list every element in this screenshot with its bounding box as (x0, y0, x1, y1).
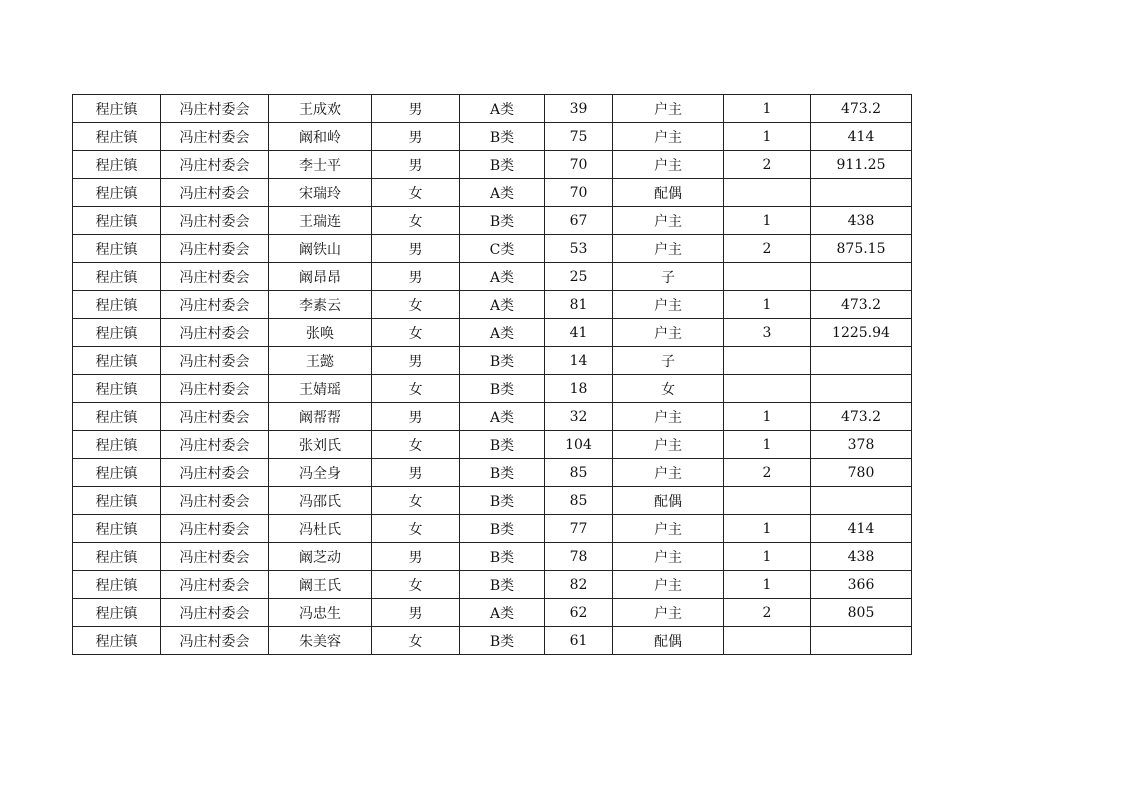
age-cell: 39 (545, 95, 613, 123)
amount-cell: 875.15 (811, 235, 912, 263)
table-row (73, 235, 912, 263)
gender-cell: 女 (372, 515, 460, 543)
relation-cell: 户主 (613, 515, 724, 543)
household-size-cell: 1 (724, 431, 811, 459)
village-committee-cell: 冯庄村委会 (161, 403, 269, 431)
gender-cell: 女 (372, 291, 460, 319)
household-size-cell: 1 (724, 571, 811, 599)
gender-cell: 男 (372, 151, 460, 179)
name-cell: 王婧瑶 (269, 375, 372, 403)
amount-cell: 438 (811, 543, 912, 571)
town-cell: 程庄镇 (73, 599, 161, 627)
age-cell: 18 (545, 375, 613, 403)
category-cell: B类 (460, 543, 545, 571)
town-cell: 程庄镇 (73, 431, 161, 459)
name-cell: 王懿 (269, 347, 372, 375)
amount-cell (811, 347, 912, 375)
gender-cell: 男 (372, 347, 460, 375)
amount-cell: 414 (811, 515, 912, 543)
relation-cell: 户主 (613, 459, 724, 487)
household-size-cell: 2 (724, 235, 811, 263)
household-size-cell: 1 (724, 123, 811, 151)
amount-cell: 473.2 (811, 291, 912, 319)
age-cell: 25 (545, 263, 613, 291)
category-cell: A类 (460, 403, 545, 431)
table-row (73, 123, 912, 151)
category-cell: C类 (460, 235, 545, 263)
gender-cell: 女 (372, 207, 460, 235)
category-cell: B类 (460, 375, 545, 403)
category-cell: A类 (460, 263, 545, 291)
name-cell: 王成欢 (269, 95, 372, 123)
town-cell: 程庄镇 (73, 627, 161, 655)
table-row (73, 95, 912, 123)
relation-cell: 户主 (613, 123, 724, 151)
town-cell: 程庄镇 (73, 95, 161, 123)
village-committee-cell: 冯庄村委会 (161, 627, 269, 655)
age-cell: 61 (545, 627, 613, 655)
name-cell: 冯杜氏 (269, 515, 372, 543)
table-row (73, 375, 912, 403)
table-row (73, 599, 912, 627)
name-cell: 阚帮帮 (269, 403, 372, 431)
relation-cell: 女 (613, 375, 724, 403)
name-cell: 阚昂昂 (269, 263, 372, 291)
name-cell: 阚芝动 (269, 543, 372, 571)
table-row (73, 151, 912, 179)
category-cell: B类 (460, 459, 545, 487)
table-row (73, 403, 912, 431)
category-cell: B类 (460, 347, 545, 375)
table-row (73, 291, 912, 319)
gender-cell: 男 (372, 403, 460, 431)
category-cell: A类 (460, 95, 545, 123)
gender-cell: 女 (372, 627, 460, 655)
village-committee-cell: 冯庄村委会 (161, 431, 269, 459)
table-row (73, 347, 912, 375)
amount-cell: 780 (811, 459, 912, 487)
name-cell: 阚和岭 (269, 123, 372, 151)
category-cell: A类 (460, 319, 545, 347)
relation-cell: 子 (613, 263, 724, 291)
town-cell: 程庄镇 (73, 403, 161, 431)
gender-cell: 女 (372, 487, 460, 515)
name-cell: 冯忠生 (269, 599, 372, 627)
table-row (73, 487, 912, 515)
town-cell: 程庄镇 (73, 123, 161, 151)
age-cell: 53 (545, 235, 613, 263)
category-cell: B类 (460, 515, 545, 543)
gender-cell: 男 (372, 95, 460, 123)
relation-cell: 户主 (613, 291, 724, 319)
name-cell: 宋瑞玲 (269, 179, 372, 207)
category-cell: B类 (460, 431, 545, 459)
gender-cell: 男 (372, 123, 460, 151)
table-row (73, 431, 912, 459)
relation-cell: 配偶 (613, 179, 724, 207)
household-size-cell (724, 179, 811, 207)
village-committee-cell: 冯庄村委会 (161, 347, 269, 375)
amount-cell: 911.25 (811, 151, 912, 179)
amount-cell: 414 (811, 123, 912, 151)
name-cell: 冯全身 (269, 459, 372, 487)
name-cell: 朱美容 (269, 627, 372, 655)
village-committee-cell: 冯庄村委会 (161, 151, 269, 179)
category-cell: A类 (460, 599, 545, 627)
household-size-cell: 3 (724, 319, 811, 347)
age-cell: 62 (545, 599, 613, 627)
household-size-cell: 1 (724, 291, 811, 319)
town-cell: 程庄镇 (73, 291, 161, 319)
age-cell: 75 (545, 123, 613, 151)
village-committee-cell: 冯庄村委会 (161, 599, 269, 627)
age-cell: 81 (545, 291, 613, 319)
village-committee-cell: 冯庄村委会 (161, 179, 269, 207)
household-size-cell: 1 (724, 403, 811, 431)
household-size-cell (724, 627, 811, 655)
village-committee-cell: 冯庄村委会 (161, 515, 269, 543)
village-committee-cell: 冯庄村委会 (161, 291, 269, 319)
amount-cell: 805 (811, 599, 912, 627)
village-committee-cell: 冯庄村委会 (161, 459, 269, 487)
village-committee-cell: 冯庄村委会 (161, 95, 269, 123)
amount-cell: 1225.94 (811, 319, 912, 347)
category-cell: A类 (460, 291, 545, 319)
amount-cell (811, 179, 912, 207)
household-size-cell: 1 (724, 207, 811, 235)
age-cell: 32 (545, 403, 613, 431)
name-cell: 王瑞连 (269, 207, 372, 235)
table-row (73, 459, 912, 487)
amount-cell (811, 375, 912, 403)
relation-cell: 户主 (613, 571, 724, 599)
name-cell: 冯邵氏 (269, 487, 372, 515)
category-cell: B类 (460, 627, 545, 655)
relation-cell: 户主 (613, 403, 724, 431)
age-cell: 104 (545, 431, 613, 459)
household-size-cell: 2 (724, 151, 811, 179)
category-cell: A类 (460, 179, 545, 207)
table-row (73, 319, 912, 347)
village-committee-cell: 冯庄村委会 (161, 263, 269, 291)
age-cell: 14 (545, 347, 613, 375)
town-cell: 程庄镇 (73, 375, 161, 403)
relation-cell: 户主 (613, 235, 724, 263)
age-cell: 70 (545, 179, 613, 207)
relation-cell: 户主 (613, 543, 724, 571)
relation-cell: 子 (613, 347, 724, 375)
town-cell: 程庄镇 (73, 543, 161, 571)
town-cell: 程庄镇 (73, 207, 161, 235)
gender-cell: 女 (372, 179, 460, 207)
amount-cell: 438 (811, 207, 912, 235)
table-row (73, 207, 912, 235)
town-cell: 程庄镇 (73, 347, 161, 375)
household-size-cell: 2 (724, 459, 811, 487)
household-size-cell (724, 375, 811, 403)
relation-cell: 户主 (613, 431, 724, 459)
table-row (73, 263, 912, 291)
amount-cell (811, 627, 912, 655)
age-cell: 82 (545, 571, 613, 599)
relation-cell: 户主 (613, 599, 724, 627)
table-row (73, 627, 912, 655)
village-committee-cell: 冯庄村委会 (161, 487, 269, 515)
name-cell: 李士平 (269, 151, 372, 179)
town-cell: 程庄镇 (73, 179, 161, 207)
village-committee-cell: 冯庄村委会 (161, 571, 269, 599)
name-cell: 阚王氏 (269, 571, 372, 599)
household-size-cell (724, 347, 811, 375)
name-cell: 李素云 (269, 291, 372, 319)
amount-cell (811, 487, 912, 515)
gender-cell: 男 (372, 599, 460, 627)
age-cell: 85 (545, 459, 613, 487)
gender-cell: 女 (372, 375, 460, 403)
amount-cell: 378 (811, 431, 912, 459)
amount-cell: 473.2 (811, 95, 912, 123)
village-committee-cell: 冯庄村委会 (161, 207, 269, 235)
household-size-cell: 2 (724, 599, 811, 627)
relation-cell: 户主 (613, 95, 724, 123)
household-size-cell (724, 487, 811, 515)
name-cell: 张刘氏 (269, 431, 372, 459)
category-cell: B类 (460, 207, 545, 235)
amount-cell: 473.2 (811, 403, 912, 431)
data-table (72, 94, 912, 655)
name-cell: 张唤 (269, 319, 372, 347)
town-cell: 程庄镇 (73, 459, 161, 487)
relation-cell: 配偶 (613, 627, 724, 655)
gender-cell: 男 (372, 263, 460, 291)
town-cell: 程庄镇 (73, 487, 161, 515)
town-cell: 程庄镇 (73, 235, 161, 263)
table-body (73, 95, 912, 655)
table-row (73, 179, 912, 207)
household-size-cell (724, 263, 811, 291)
table-row (73, 515, 912, 543)
amount-cell (811, 263, 912, 291)
gender-cell: 女 (372, 571, 460, 599)
relation-cell: 户主 (613, 319, 724, 347)
village-committee-cell: 冯庄村委会 (161, 319, 269, 347)
household-size-cell: 1 (724, 543, 811, 571)
category-cell: B类 (460, 123, 545, 151)
age-cell: 67 (545, 207, 613, 235)
relation-cell: 配偶 (613, 487, 724, 515)
gender-cell: 男 (372, 459, 460, 487)
gender-cell: 女 (372, 319, 460, 347)
category-cell: B类 (460, 571, 545, 599)
gender-cell: 男 (372, 235, 460, 263)
village-committee-cell: 冯庄村委会 (161, 543, 269, 571)
table-row (73, 571, 912, 599)
category-cell: B类 (460, 151, 545, 179)
village-committee-cell: 冯庄村委会 (161, 235, 269, 263)
household-size-cell: 1 (724, 95, 811, 123)
age-cell: 78 (545, 543, 613, 571)
town-cell: 程庄镇 (73, 319, 161, 347)
age-cell: 85 (545, 487, 613, 515)
town-cell: 程庄镇 (73, 571, 161, 599)
town-cell: 程庄镇 (73, 151, 161, 179)
amount-cell: 366 (811, 571, 912, 599)
gender-cell: 女 (372, 431, 460, 459)
table-row (73, 543, 912, 571)
household-size-cell: 1 (724, 515, 811, 543)
town-cell: 程庄镇 (73, 263, 161, 291)
name-cell: 阚铁山 (269, 235, 372, 263)
relation-cell: 户主 (613, 207, 724, 235)
town-cell: 程庄镇 (73, 515, 161, 543)
category-cell: B类 (460, 487, 545, 515)
age-cell: 70 (545, 151, 613, 179)
gender-cell: 男 (372, 543, 460, 571)
age-cell: 41 (545, 319, 613, 347)
relation-cell: 户主 (613, 151, 724, 179)
village-committee-cell: 冯庄村委会 (161, 375, 269, 403)
age-cell: 77 (545, 515, 613, 543)
village-committee-cell: 冯庄村委会 (161, 123, 269, 151)
